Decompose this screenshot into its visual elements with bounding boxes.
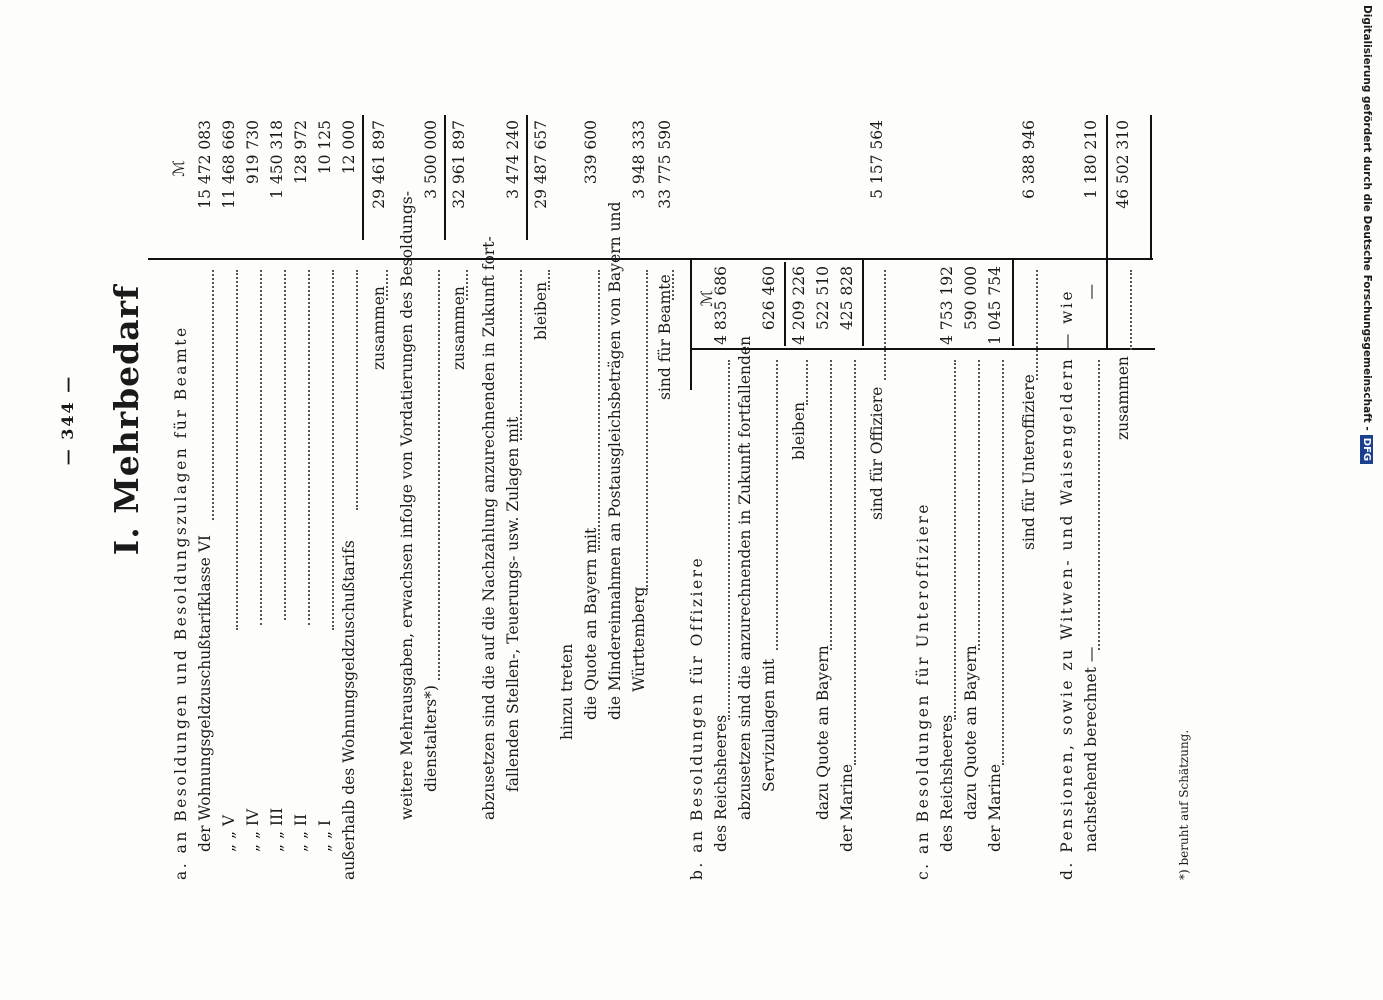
b-marine-value: 425 828 xyxy=(838,266,856,331)
b-sind-value: 5 157 564 xyxy=(868,120,886,199)
leader-dots xyxy=(520,270,522,440)
c-reichsheer-label: des Reichsheeres xyxy=(938,714,956,852)
a-bleiben-value: 29 487 657 xyxy=(532,120,550,209)
a-row-value: 919 730 xyxy=(244,120,262,185)
a-weitere-line1: weitere Mehrausgaben, erwachsen infolge von Vordatierungen des Besoldungs- xyxy=(398,191,416,820)
a-row-value: 15 472 083 xyxy=(196,120,214,209)
c-quote-value: 590 000 xyxy=(962,266,980,331)
a-row-value: 11 468 669 xyxy=(220,120,238,209)
a-row-text: außerhalb des Wohnungsgeldzuschußtarifs xyxy=(340,540,358,880)
b-quote-label: dazu Quote an Bayern xyxy=(814,645,832,820)
sum-rule xyxy=(1012,260,1014,346)
section-d-line2: nachstehend berechnet — xyxy=(1082,646,1100,852)
page-sheet xyxy=(58,80,1200,880)
a-zusammen-value: 29 461 897 xyxy=(370,120,388,209)
leader-dots xyxy=(332,270,334,630)
c-marine-value: 1 045 754 xyxy=(986,266,1004,345)
sum-rule xyxy=(444,115,446,240)
a-row-value: 10 125 xyxy=(316,120,334,175)
a-bleiben-label: bleiben xyxy=(532,281,550,340)
d-value: 1 180 210 xyxy=(1082,120,1100,199)
leader-dots xyxy=(548,270,550,290)
a-abzusetzen-line2: fallenden Stellen-, Teuerungs- usw. Zulagen mit xyxy=(504,416,522,792)
c-reichsheer-value: 4 753 192 xyxy=(938,266,956,345)
bottom-rule xyxy=(1150,115,1152,260)
section-b-label: b. an Besoldungen für Offiziere xyxy=(688,555,706,880)
c-sind-value: 6 388 946 xyxy=(1020,120,1038,199)
leader-dots xyxy=(236,270,238,630)
b-marine-label: der Marine xyxy=(838,763,856,852)
leader-dots xyxy=(954,360,956,720)
sum-rule xyxy=(526,115,528,240)
a-abzusetzen-line1: abzusetzen sind die auf die Nachzahlung anzurechnenden in Zukunft fort- xyxy=(480,236,498,820)
leader-dots xyxy=(978,360,980,650)
leader-dots xyxy=(308,270,310,625)
b-abzu-value: 626 460 xyxy=(760,266,778,331)
leader-dots xyxy=(854,360,856,765)
section-c-label: c. an Besoldungen für Unteroffiziere xyxy=(914,502,932,880)
leader-dots xyxy=(1130,270,1132,350)
b-bleiben-value: 4 209 226 xyxy=(790,266,808,345)
leader-dots xyxy=(356,270,358,510)
a-row-text: „ „ III xyxy=(268,807,286,852)
a-row-text: „ „ II xyxy=(292,813,310,852)
leader-dots xyxy=(438,270,440,680)
a-row-value: 1 450 318 xyxy=(268,120,286,199)
a-minder-line2: Württemberg xyxy=(630,586,648,692)
currency-mark-outer: ℳ xyxy=(170,160,188,177)
a-row-text: „ „ IV xyxy=(244,808,262,852)
b-abzu-line1: abzusetzen sind die anzurechnenden in Zukunft fortfallenden xyxy=(736,335,754,820)
c-quote-label: dazu Quote an Bayern xyxy=(962,645,980,820)
b-abzu-line2: Servizulagen mit xyxy=(760,658,778,792)
a-sind-label: sind für Beamte xyxy=(656,274,674,400)
leader-dots xyxy=(806,360,808,405)
a-minder-line1: die Mindereinnahmen an Postausgleichsbeträgen von Bayern und xyxy=(606,201,624,720)
a-zusammen-label: zusammen xyxy=(370,286,388,370)
credit-text: Digitalisierung gefördert durch die Deutsche Forschungsgemeinschaft - xyxy=(1361,5,1373,431)
leader-dots xyxy=(386,270,388,300)
b-reichsheer-label: des Reichsheeres xyxy=(712,714,730,852)
a-quote-label: die Quote an Bayern mit xyxy=(582,527,600,720)
section-d-line1: d. Pensionen, sowie zu Witwen- und Waisengeldern — wie xyxy=(1058,288,1076,880)
inner-top-rule xyxy=(690,260,692,390)
a-zusammen2-value: 32 961 897 xyxy=(450,120,468,209)
a-row-text: „ „ I xyxy=(316,819,334,852)
leader-dots xyxy=(284,270,286,620)
total-label: zusammen xyxy=(1114,356,1132,440)
a-quote-value: 339 600 xyxy=(582,120,600,185)
leader-dots xyxy=(466,270,468,300)
leader-dots xyxy=(830,360,832,650)
b-reichsheer-value: 4 835 686 xyxy=(712,266,730,345)
digitization-credit xyxy=(1360,5,1373,464)
section-a-label: a. an Besoldungen und Besoldungszulagen für Beamte xyxy=(172,325,190,880)
leader-dots xyxy=(776,360,778,650)
leader-dots xyxy=(1098,360,1100,650)
b-sind-label: sind für Offiziere xyxy=(868,386,886,520)
dfg-logo: DFG xyxy=(1360,435,1373,464)
leader-dots xyxy=(728,360,730,720)
b-quote-value: 522 510 xyxy=(814,266,832,331)
a-row-text: „ „ V xyxy=(220,814,238,852)
b-bleiben-label: bleiben xyxy=(790,401,808,460)
page-heading: I. Mehrbedarf xyxy=(107,284,146,556)
currency-mark-inner: ℳ xyxy=(698,290,716,307)
a-sind-value: 33 775 590 xyxy=(656,120,674,209)
a-minder-value: 3 948 333 xyxy=(630,120,648,199)
leader-dots xyxy=(260,270,262,625)
total-rule xyxy=(1106,115,1108,350)
leader-dots xyxy=(1036,270,1038,380)
total-value: 46 502 310 xyxy=(1114,120,1132,209)
a-row-text: der Wohnungsgeldzuschußtarifklasse VI xyxy=(196,534,214,852)
c-sind-label: sind für Unteroffiziere xyxy=(1020,374,1038,550)
page-number: — 344 — xyxy=(58,374,77,466)
a-row-value: 128 972 xyxy=(292,120,310,185)
leader-dots xyxy=(598,270,600,550)
a-zusammen2-label: zusammen xyxy=(450,286,468,370)
a-weitere-value: 3 500 000 xyxy=(422,120,440,199)
c-marine-label: der Marine xyxy=(986,763,1004,852)
leader-dots xyxy=(646,270,648,590)
sum-rule xyxy=(784,262,786,346)
leader-dots xyxy=(1002,360,1004,765)
sum-rule xyxy=(362,115,364,240)
a-hinzu-label: hinzu treten xyxy=(558,643,576,740)
a-row-value: 12 000 xyxy=(340,120,358,175)
leader-dots xyxy=(212,270,214,520)
a-weitere-line2: dienstalters*) xyxy=(422,685,440,792)
sum-rule xyxy=(862,260,864,346)
a-abzusetzen-value: 3 474 240 xyxy=(504,120,522,199)
d-dash: — xyxy=(1082,284,1100,300)
leader-dots xyxy=(672,270,674,300)
leader-dots xyxy=(884,270,886,380)
footnote: *) beruht auf Schätzung. xyxy=(1177,729,1191,880)
